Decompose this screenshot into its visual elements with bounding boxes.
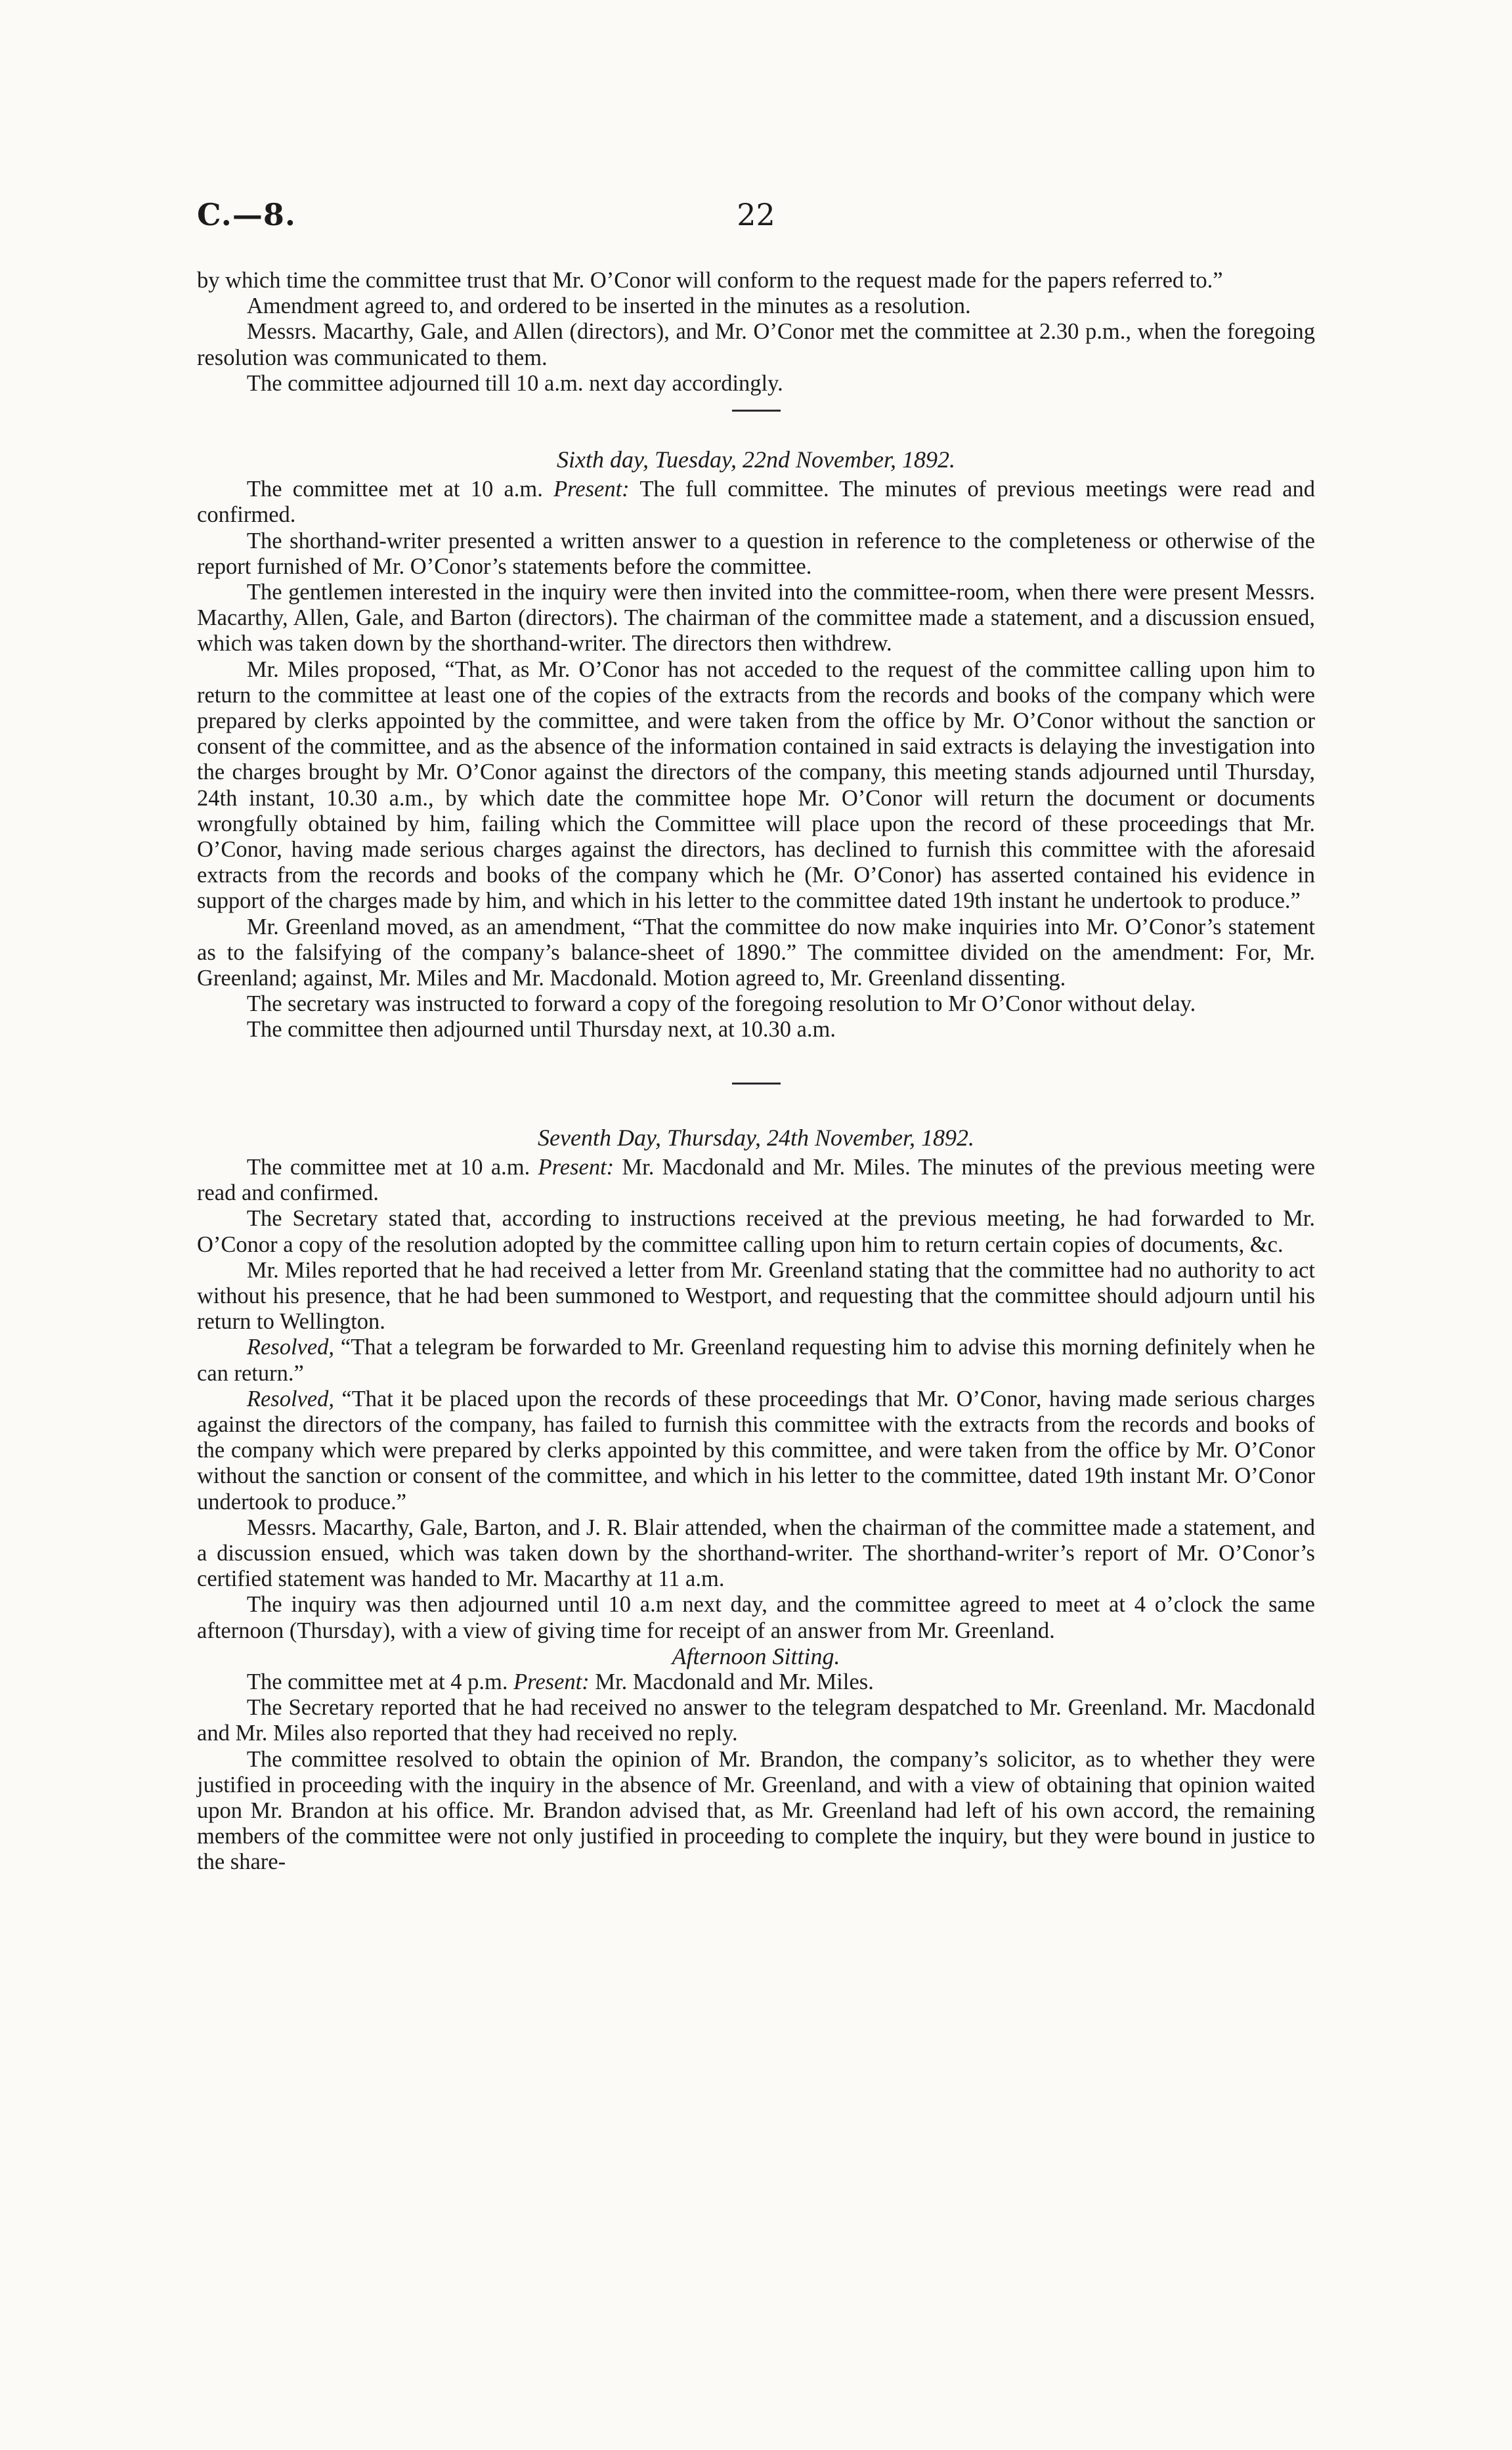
section-heading-sixth-day: Sixth day, Tuesday, 22nd November, 1892. (557, 446, 955, 473)
paragraph (197, 1335, 1315, 1386)
paragraph: The committee then adjourned until Thursday next, at 10.30 a.m. (246, 1017, 836, 1042)
paragraph: Messrs. Macarthy, Gale, and Allen (directors), and Mr. O’Conor met the committee at 2.30 p.m., when the foregoing resolution was communicated to them. (197, 319, 1315, 370)
paragraph-text: The full committee. The minutes of previous meetings were read and confirmed. (197, 477, 1316, 528)
section-heading-afternoon: Afternoon Sitting. (672, 1643, 840, 1669)
present-label: Present: (538, 1154, 615, 1180)
paragraph: Mr. Miles proposed, “That, as Mr. O’Conor has not acceded to the request of the committee calling upon him to return to the committee at least one of the copies of the extracts from the records and books of the company which were prepared by clerks appointed by the committee, and were taken from the office by Mr. O’Conor without the sanction or consent of the committee, and as the absence of the information contained in said extracts is delaying the investigation into the charges brought by Mr. O’Conor against the directors of the company, this meeting stands adjourned until Thursday, 24th instant, 10.30 a.m., by which date the committee hope Mr. O’Conor will return the document or documents wrongfully obtained by him, failing which the Committee will place upon the record of these proceedings that Mr. O’Conor, having made serious charges against the directors, has declined to furnish this committee with the aforesaid extracts from the records and books of the company which he (Mr. O’Conor) has asserted contained his evidence in support of the charges made by him, and which in his letter to the committee dated 19th instant he undertook to produce.” (197, 656, 1315, 914)
paragraph: The inquiry was then adjourned until 10 a.m next day, and the committee agreed to meet at 4 o’clock the same afternoon (Thursday), with a view of giving time for receipt of an answer from Mr. Greenland. (197, 1592, 1315, 1643)
paragraph: The Secretary reported that he had received no answer to the telegram despatched to Mr. Greenland. Mr. Macdonald and Mr. Miles also reported that they had received no reply. (197, 1695, 1315, 1746)
paragraph-text: The committee met at 10 a.m. (246, 477, 543, 502)
present-label: Present: (553, 477, 630, 502)
present-label: Present: (513, 1669, 590, 1694)
paragraph: The committee resolved to obtain the opinion of Mr. Brandon, the company’s solicitor, as to whether they were justified in proceeding with the inquiry in the absence of Mr. Greenland, and with a view of obtaining that opinion waited upon Mr. Brandon at his office. Mr. Brandon advised that, as Mr. Greenland had left of his own accord, the remaining members of the committee were not only justified in proceeding to complete the inquiry, but they were bound in justice to the share- (197, 1746, 1315, 1875)
paragraph (197, 477, 1315, 528)
paragraph: Mr. Greenland moved, as an amendment, “That the committee do now make inquiries into Mr. O’Conor’s statement as to the falsifying of the company’s balance-sheet of 1890.” The committee divided on the amendment: For, Mr. Greenland; against, Mr. Miles and Mr. Macdonald. Motion agreed to, Mr. Greenland dissenting. (197, 914, 1315, 991)
paragraph: The gentlemen interested in the inquiry were then invited into the committee-room, when there were present Messrs. Macarthy, Allen, Gale, and Barton (directors). The chairman of the committee made a statement, and a discussion ensued, which was taken down by the shorthand-writer. The directors then withdrew. (197, 580, 1315, 656)
paragraph (197, 1669, 1315, 1695)
paragraph: The committee adjourned till 10 a.m. next day accordingly. (246, 370, 783, 396)
paragraph (197, 1386, 1315, 1515)
paragraph-text: Mr. Macdonald and Mr. Miles. (595, 1669, 874, 1694)
paragraph: Amendment agreed to, and ordered to be inserted in the minutes as a resolution. (246, 293, 971, 319)
paragraph: The Secretary stated that, according to instructions received at the previous meeting, he had forwarded to Mr. O’Conor a copy of the resolution adopted by the committee calling upon him to return certain copies of documents, &c. (197, 1206, 1315, 1257)
document-body (197, 268, 1315, 1876)
resolved-label: Resolved, (246, 1335, 335, 1360)
document-reference: C.—8. (197, 197, 296, 232)
paragraph-text: The committee met at 4 p.m. (246, 1669, 508, 1694)
page-number: 22 (737, 197, 775, 232)
paragraph-text: “That a telegram be forwarded to Mr. Greenland requesting him to advise this morning definitely when he can return.” (197, 1335, 1316, 1386)
paragraph: Messrs. Macarthy, Gale, Barton, and J. R. Blair attended, when the chairman of the committee made a statement, and a discussion ensued, which was taken down by the shorthand-writer. The shorthand-writer’s report of Mr. O’Conor’s certified statement was handed to Mr. Macarthy at 11 a.m. (197, 1515, 1315, 1592)
resolved-label: Resolved, (246, 1386, 335, 1411)
paragraph-text: Mr. Macdonald and Mr. Miles. The minutes of the previous meeting were read and confirmed. (197, 1154, 1315, 1206)
paragraph: The shorthand-writer presented a written answer to a question in reference to the completeness or otherwise of the report furnished of Mr. O’Conor’s statements before the committee. (197, 528, 1315, 579)
paragraph: by which time the committee trust that Mr. O’Conor will conform to the request made for the papers referred to.” (197, 268, 1223, 293)
paragraph-text: “That it be placed upon the records of these proceedings that Mr. O’Conor, having made serious charges against the directors of the company, has failed to furnish this committee with the extracts from the records and books of the company which were prepared by clerks appointed by this committee, and were taken from the office by Mr. O’Conor without the sanction or consent of the committee, and which in his letter to the committee, dated 19th instant Mr. O’Conor undertook to produce.” (197, 1386, 1315, 1515)
paragraph: The secretary was instructed to forward a copy of the foregoing resolution to Mr O’Conor without delay. (246, 991, 1196, 1017)
paragraph: Mr. Miles reported that he had received a letter from Mr. Greenland stating that the committee had no authority to act without his presence, that he had been summoned to Westport, and requesting that the committee should adjourn until his return to Wellington. (197, 1257, 1315, 1335)
page-header (197, 197, 1315, 236)
section-heading-seventh-day: Seventh Day, Thursday, 24th November, 1892. (538, 1124, 974, 1151)
paragraph (197, 1155, 1315, 1206)
paragraph-text: The committee met at 10 a.m. (246, 1154, 530, 1180)
